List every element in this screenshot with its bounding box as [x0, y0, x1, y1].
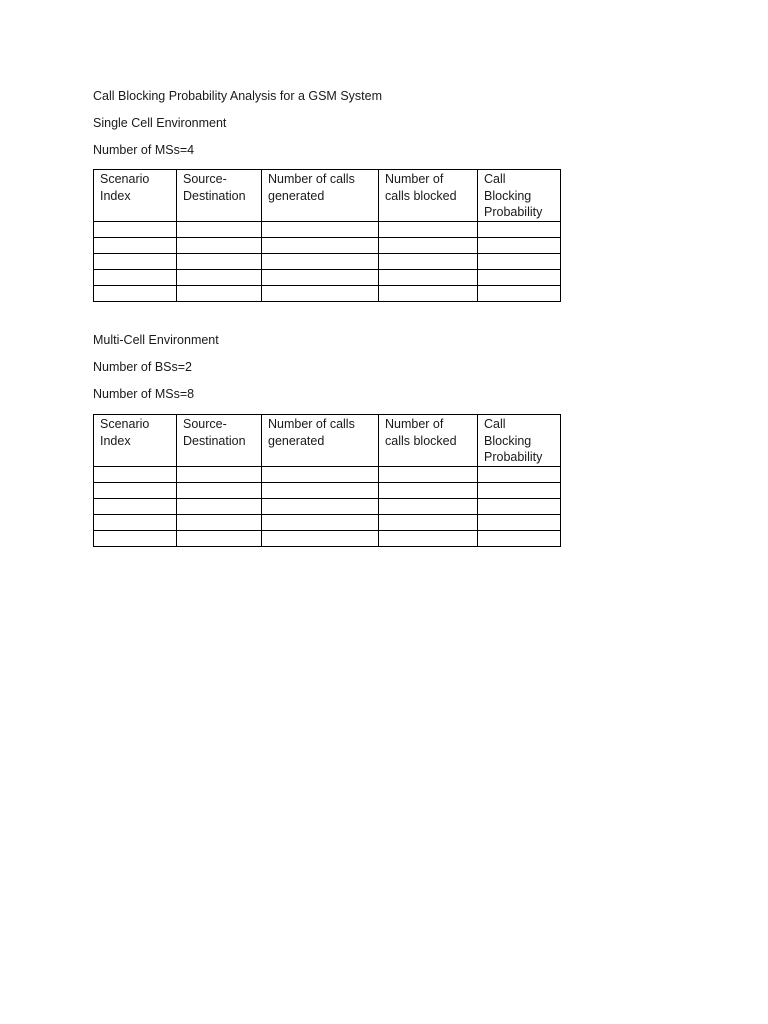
table-row [94, 253, 561, 269]
table-cell [177, 253, 262, 269]
table-cell [94, 253, 177, 269]
table-cell [379, 269, 478, 285]
table-cell [478, 514, 561, 530]
table-row [94, 498, 561, 514]
table-cell [379, 466, 478, 482]
table-cell [379, 221, 478, 237]
table-row [94, 221, 561, 237]
table-cell [94, 237, 177, 253]
table-row [94, 466, 561, 482]
table-cell [478, 269, 561, 285]
table-row [94, 237, 561, 253]
column-header: Number of calls generated [262, 415, 379, 467]
table-cell [262, 530, 379, 546]
table-cell [177, 237, 262, 253]
table-cell [177, 530, 262, 546]
table-cell [478, 285, 561, 301]
table-header-row [94, 170, 561, 222]
table-cell [478, 498, 561, 514]
column-header: Call Blocking Probability [478, 170, 561, 222]
table-cell [262, 514, 379, 530]
table-cell [379, 285, 478, 301]
table-cell [478, 482, 561, 498]
table-cell [262, 269, 379, 285]
column-header: Number of calls blocked [379, 170, 478, 222]
table-row [94, 514, 561, 530]
table-row [94, 530, 561, 546]
table-cell [177, 285, 262, 301]
table-cell [94, 221, 177, 237]
section2-heading: Multi-Cell Environment [93, 333, 219, 347]
single-cell-table [93, 169, 561, 302]
table-cell [262, 253, 379, 269]
table-cell [379, 498, 478, 514]
table-cell [379, 253, 478, 269]
table-cell [262, 498, 379, 514]
section2-param-bs-count: Number of BSs=2 [93, 360, 193, 374]
column-header: Source-Destination [177, 415, 262, 467]
column-header: Source-Destination [177, 170, 262, 222]
table-cell [379, 482, 478, 498]
table-cell [478, 253, 561, 269]
table-row [94, 482, 561, 498]
column-header: Call Blocking Probability [478, 415, 561, 467]
table-cell [177, 221, 262, 237]
table-cell [94, 514, 177, 530]
table-cell [478, 237, 561, 253]
table-cell [94, 530, 177, 546]
table-cell [177, 482, 262, 498]
section1-param-ms-count: Number of MSs=4 [93, 143, 195, 157]
table-header-row [94, 415, 561, 467]
column-header: Number of calls blocked [379, 415, 478, 467]
table-cell [262, 221, 379, 237]
column-header: Scenario Index [94, 415, 177, 467]
section1-heading: Single Cell Environment [93, 116, 227, 130]
table-cell [262, 285, 379, 301]
multi-cell-table [93, 414, 561, 547]
table-row [94, 269, 561, 285]
table-cell [177, 514, 262, 530]
table-cell [177, 269, 262, 285]
table-cell [177, 466, 262, 482]
table-cell [478, 221, 561, 237]
table-cell [262, 482, 379, 498]
section2-param-ms-count: Number of MSs=8 [93, 387, 195, 401]
column-header: Number of calls generated [262, 170, 379, 222]
table-cell [478, 466, 561, 482]
table-cell [94, 269, 177, 285]
column-header: Scenario Index [94, 170, 177, 222]
table-cell [262, 237, 379, 253]
table-cell [379, 514, 478, 530]
table-cell [94, 285, 177, 301]
table-cell [379, 237, 478, 253]
table-cell [94, 498, 177, 514]
table-cell [94, 482, 177, 498]
table-cell [177, 498, 262, 514]
table-cell [262, 466, 379, 482]
table-cell [478, 530, 561, 546]
table-cell [379, 530, 478, 546]
table-row [94, 285, 561, 301]
table-cell [94, 466, 177, 482]
document-title: Call Blocking Probability Analysis for a GSM System [93, 89, 382, 103]
